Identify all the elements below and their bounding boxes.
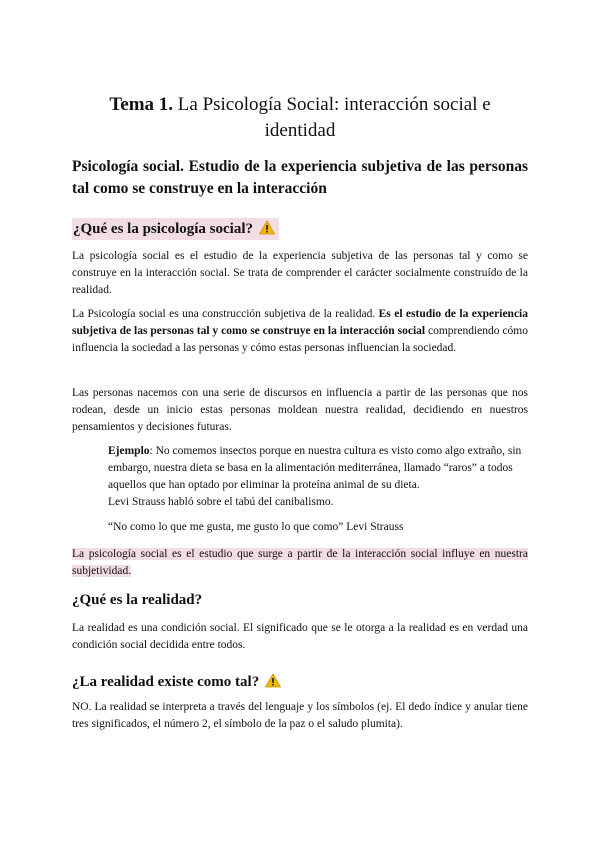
document-subtitle: Psicología social. Estudio de la experiencia subjetiva de las personas tal como se construye en la interacción [72,158,528,197]
paragraph-definition: La psicología social es el estudio de la experiencia subjetiva de las personas tal y como se construye en la interacción social. Se trata de comprender el carácter socialmente construído de la realidad. [72,250,528,296]
section-heading-text: ¿Qué es la realidad? [72,592,203,608]
section-heading-text: ¿La realidad existe como tal? [72,674,260,690]
document-title [72,92,528,144]
example-block [108,443,528,511]
title-text: La Psicología Social: interacción social e identidad [173,94,491,141]
paragraph-construction-start: La Psicología social es una construcción subjetiva de la realidad. [72,308,379,320]
example-text: : No comemos insectos porque en nuestra cultura es visto como algo extraño, sin embargo, nuestra dieta se basa en la alimentación mediterránea, llamado “raros” a todos aquellos que han optado por eliminar la proteína animal de su dieta. [108,445,522,491]
warning-icon [265,673,281,688]
section-heading-realidad-existe [72,672,281,692]
section-heading-realidad [72,590,202,610]
paragraph-reality: La realidad es una condición social. El significado que se le otorga a la realidad es en verdad una condición social decidida entre todos. [72,622,528,651]
example-label: Ejemplo [108,445,150,457]
paragraph-construction-end: comprendiendo cómo influencia la sociedad a las personas y cómo estas personas influencian la sociedad. [72,325,528,354]
section-heading-text: ¿Qué es la psicología social? [73,221,253,237]
quote: “No como lo que me gusta, me gusto lo que como” Levi Strauss [108,521,404,533]
title-topic-number: Tema 1. [109,94,174,115]
example-levi-strauss: Levi Strauss habló sobre el tabú del canibalismo. [108,496,334,508]
warning-icon [259,220,275,235]
highlighted-summary [72,546,528,580]
paragraph-construction [72,306,528,357]
section-heading-psicologia-social [72,218,279,240]
paragraph-construction-bold: Es el estudio de la experiencia subjetiva de las personas tal y como se construye en la interacción social [72,308,528,337]
paragraph-discourses: Las personas nacemos con una serie de discursos en influencia a partir de las personas que nos rodean, desde un inicio estas personas moldean nuestra realidad, decidiendo en nuestros pensamientos y decisiones futuras. [72,387,528,433]
paragraph-language-symbols: NO. La realidad se interpreta a través del lenguaje y los símbolos (ej. El dedo índice y anular tiene tres significados, el número 2, el símbolo de la paz o el saludo plumita). [72,701,528,730]
highlighted-summary-text: La psicología social es el estudio que surge a partir de la interacción social influye en nuestra subjetividad. [72,548,528,577]
